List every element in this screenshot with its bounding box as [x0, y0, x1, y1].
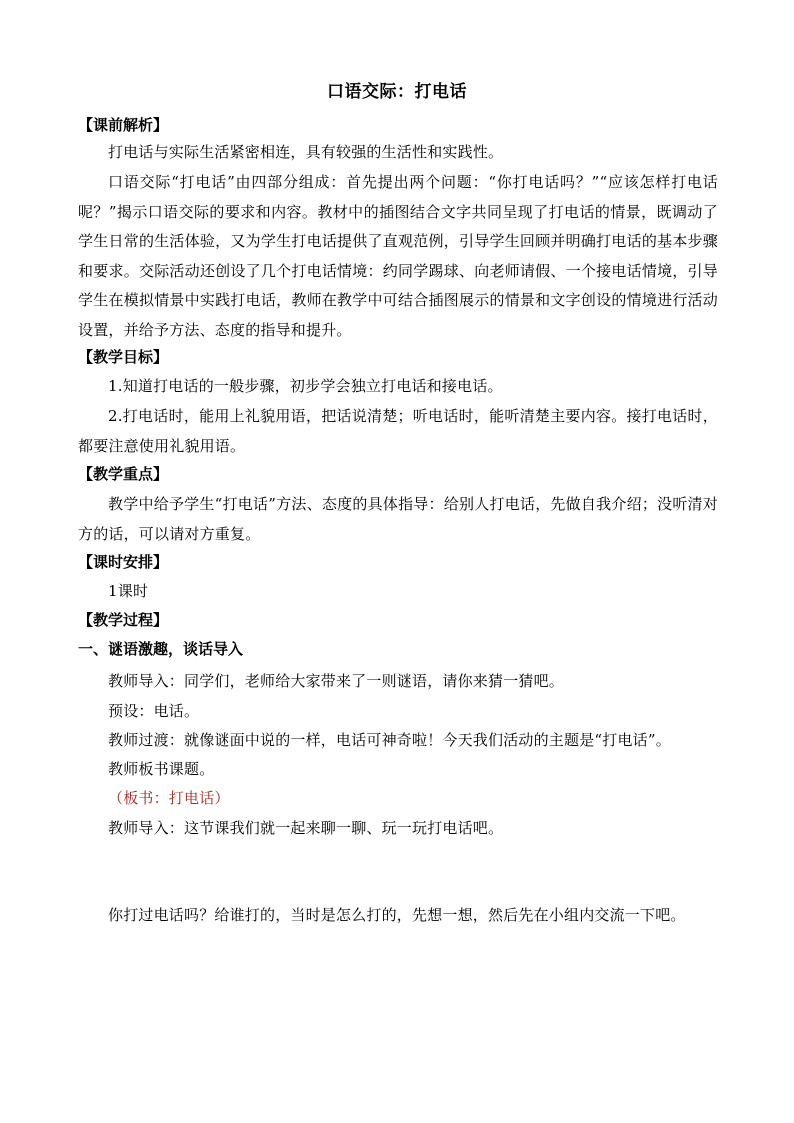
goals-paragraph-1: 1.知道打电话的一般步骤，初步学会独立打电话和接电话。 — [108, 377, 503, 395]
process-subheading: 一、谜语激趣，谈话导入 — [78, 640, 244, 658]
page-title: 口语交际：打电话 — [327, 82, 467, 102]
section-heading-schedule: 【课时安排】 — [78, 553, 169, 571]
process-line-1: 教师导入：同学们，老师给大家带来了一则谜语，请你来猜一猜吧。 — [108, 672, 565, 690]
goals-paragraph-2: 2.打电话时，能用上礼貌用语，把话说清楚；听电话时，能听清楚主要内容。接打电话时，都要注意使用礼貌用语。 — [78, 407, 718, 455]
section-heading-process: 【教学过程】 — [78, 611, 169, 629]
section-heading-analysis: 【课前解析】 — [78, 116, 169, 134]
process-line-7: 你打过电话吗？给谁打的，当时是怎么打的，先想一想，然后先在小组内交流一下吧。 — [108, 906, 686, 924]
board-note: （板书：打电话） — [108, 789, 230, 807]
process-line-6: 教师导入：这节课我们就一起来聊一聊、玩一玩打电话吧。 — [108, 819, 504, 837]
process-line-3: 教师过渡：就像谜面中说的一样，电话可神奇啦！今天我们活动的主题是“打电话”。 — [108, 731, 671, 749]
analysis-paragraph-1: 打电话与实际生活紧密相连，具有较强的生活性和实践性。 — [108, 143, 504, 161]
focus-paragraph-1: 教学中给予学生“打电话”方法、态度的具体指导：给别人打电话，先做自我介绍；没听清对方的话，可以请对方重复。 — [78, 495, 718, 543]
process-line-4: 教师板书课题。 — [108, 760, 215, 778]
section-heading-goals: 【教学目标】 — [78, 348, 169, 366]
section-heading-focus: 【教学重点】 — [78, 465, 169, 483]
analysis-paragraph-2: 口语交际“打电话”由四部分组成：首先提出两个问题：“你打电话吗？”“应该怎样打电话呢？”揭示口语交际的要求和内容。教材中的插图结合文字共同呈现了打电话的情景，既调动了学生日常的生活体验，又为学生打电话提供了直观范例，引导学生回顾并明确打电话的基本步骤和要求。交际活动还创设了几个打电话情境：约同学踢球、向老师请假、一个接电话情境，引导学生在模拟情景中实践打电话，教师在教学中可结合插图展示的情景和文字创设的情境进行活动设置，并给予方法、态度的指导和提升。 — [78, 173, 718, 339]
process-line-2: 预设：电话。 — [108, 702, 200, 720]
schedule-paragraph-1: 1课时 — [108, 582, 149, 600]
